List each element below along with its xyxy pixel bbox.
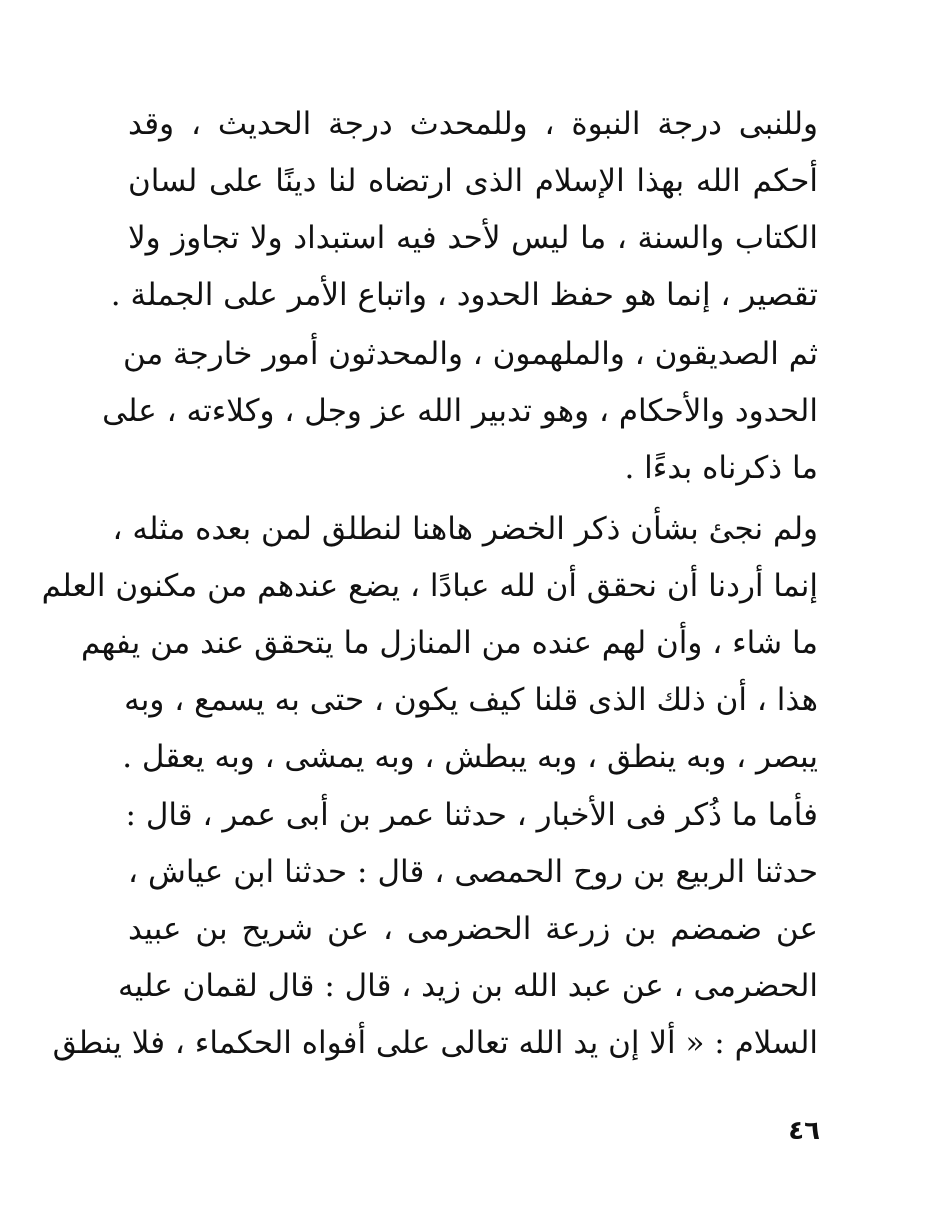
text-line: ما شاء ، وأن لهم عنده من المنازل ما يتحقق عند من يفهم <box>81 625 818 661</box>
text-line: وللنبى درجة النبوة ، وللمحدث درجة الحديث ، وقد <box>128 106 818 142</box>
text-line: عن ضمضم بن زرعة الحضرمى ، عن شريح بن عبيد <box>128 911 818 947</box>
text-line: أحكم الله بهذا الإسلام الذى ارتضاه لنا دينًا على لسان <box>128 163 818 199</box>
paragraph-4 <box>52 787 818 1072</box>
text-line: السلام : « ألا إن يد الله تعالى على أفواه الحكماء ، فلا ينطق <box>52 1025 818 1061</box>
paragraph-3 <box>41 501 818 786</box>
page-number: ٤٦ <box>788 1116 820 1146</box>
text-line: ولم نجئ بشأن ذكر الخضر هاهنا لنطلق لمن بعده مثله ، <box>112 511 818 547</box>
text-line: حدثنا الربيع بن روح الحمصى ، قال : حدثنا ابن عياش ، <box>128 854 818 890</box>
text-line: ما ذكرناه بدءًا . <box>624 450 818 486</box>
text-line: يبصر ، وبه ينطق ، وبه يبطش ، وبه يمشى ، وبه يعقل . <box>122 739 818 775</box>
text-line: الكتاب والسنة ، ما ليس لأحد فيه استبداد ولا تجاوز ولا <box>128 220 818 256</box>
text-line: إنما أردنا أن نحقق أن لله عبادًا ، يضع عندهم من مكنون العلم <box>41 568 818 604</box>
text-line: فأما ما ذُكر فى الأخبار ، حدثنا عمر بن أبى عمر ، قال : <box>125 797 818 833</box>
text-line: الحدود والأحكام ، وهو تدبير الله عز وجل ، وكلاءته ، على <box>102 393 818 429</box>
text-line: تقصير ، إنما هو حفظ الحدود ، واتباع الأمر على الجملة . <box>110 277 818 313</box>
paragraph-2 <box>102 326 818 497</box>
text-line: الحضرمى ، عن عبد الله بن زيد ، قال : قال لقمان عليه <box>117 968 818 1004</box>
text-line: ثم الصديقون ، والملهمون ، والمحدثون أمور خارجة من <box>122 336 818 372</box>
paragraph-1 <box>110 96 818 324</box>
text-line: هذا ، أن ذلك الذى قلنا كيف يكون ، حتى به يسمع ، وبه <box>124 682 818 718</box>
